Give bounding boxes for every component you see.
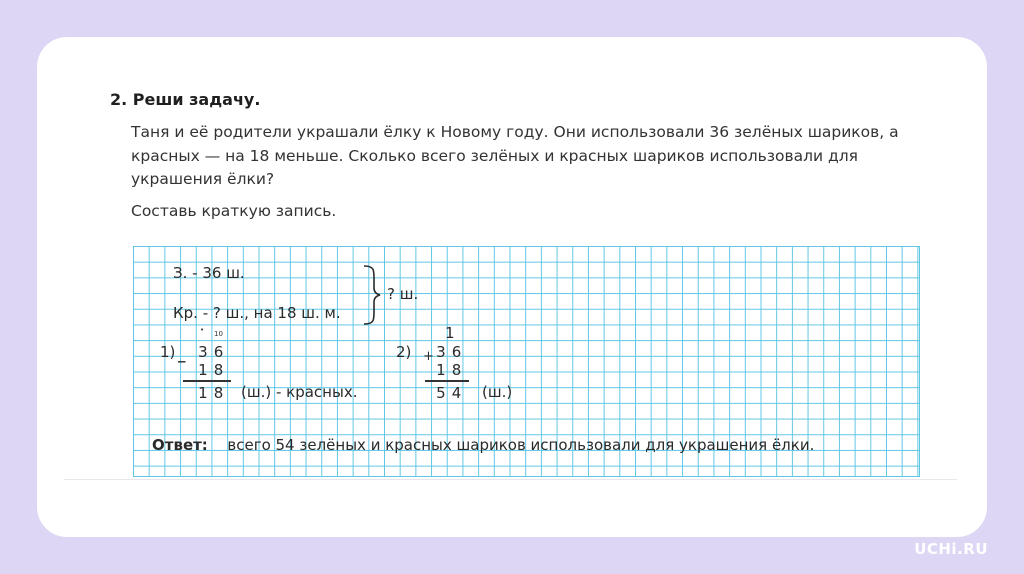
- note-green: З. - 36 ш.: [173, 264, 245, 282]
- brace-result: ? ш.: [387, 285, 419, 303]
- digit: 8: [213, 361, 224, 379]
- step1-bottom-row: [195, 360, 226, 379]
- step2-bottom-row: [433, 360, 464, 379]
- minus-sign: _: [178, 345, 186, 363]
- task-title: 2. Реши задачу.: [110, 90, 261, 109]
- borrow-ten: 10: [214, 330, 223, 338]
- answer-text: всего 54 зелёных и красных шариков использовали для украшения ёлки.: [227, 436, 815, 454]
- step2-top-row: [433, 342, 464, 361]
- slide-card: [37, 37, 987, 537]
- answer-label: Ответ:: [152, 436, 208, 454]
- task-text: Таня и её родители украшали ёлку к Новому году. Они использовали 36 зелёных шариков, а красных — на 18 меньше. Сколько всего зелёных и красных шариков использовали для украшения ёлки?: [131, 123, 899, 188]
- answer-row: [152, 436, 814, 454]
- task-instruction: Составь краткую запись.: [131, 202, 337, 220]
- brace-icon: [362, 264, 382, 326]
- note-red: Кр. - ? ш., на 18 ш. м.: [173, 304, 341, 322]
- digit: 5: [436, 384, 446, 402]
- digit: 8: [213, 384, 224, 402]
- step1-label: 1): [160, 343, 176, 361]
- step2-underline: [425, 380, 469, 382]
- carry-one: 1: [445, 324, 455, 342]
- step1-underline: [183, 380, 231, 382]
- divider: [64, 479, 957, 480]
- digit: 6: [451, 343, 462, 361]
- digit: 6: [213, 343, 224, 361]
- digit: 1: [436, 361, 446, 379]
- digit: 4: [451, 384, 462, 402]
- step2-suffix: (ш.): [482, 383, 513, 401]
- digit: 1: [198, 384, 208, 402]
- step1-result-row: [195, 383, 226, 402]
- step2-label: 2): [396, 343, 412, 361]
- grid-paper: [133, 246, 920, 477]
- step1-top-row: [195, 342, 226, 361]
- borrow-dot: •: [200, 326, 205, 334]
- digit: 8: [451, 361, 462, 379]
- plus-sign: +: [423, 349, 434, 364]
- digit: 1: [198, 361, 208, 379]
- uchi-logo: UCHi.RU: [914, 540, 988, 558]
- step1-suffix: (ш.) - красных.: [241, 383, 358, 401]
- step2-result-row: [433, 383, 464, 402]
- digit: 3: [436, 343, 446, 361]
- digit: 3: [198, 343, 208, 361]
